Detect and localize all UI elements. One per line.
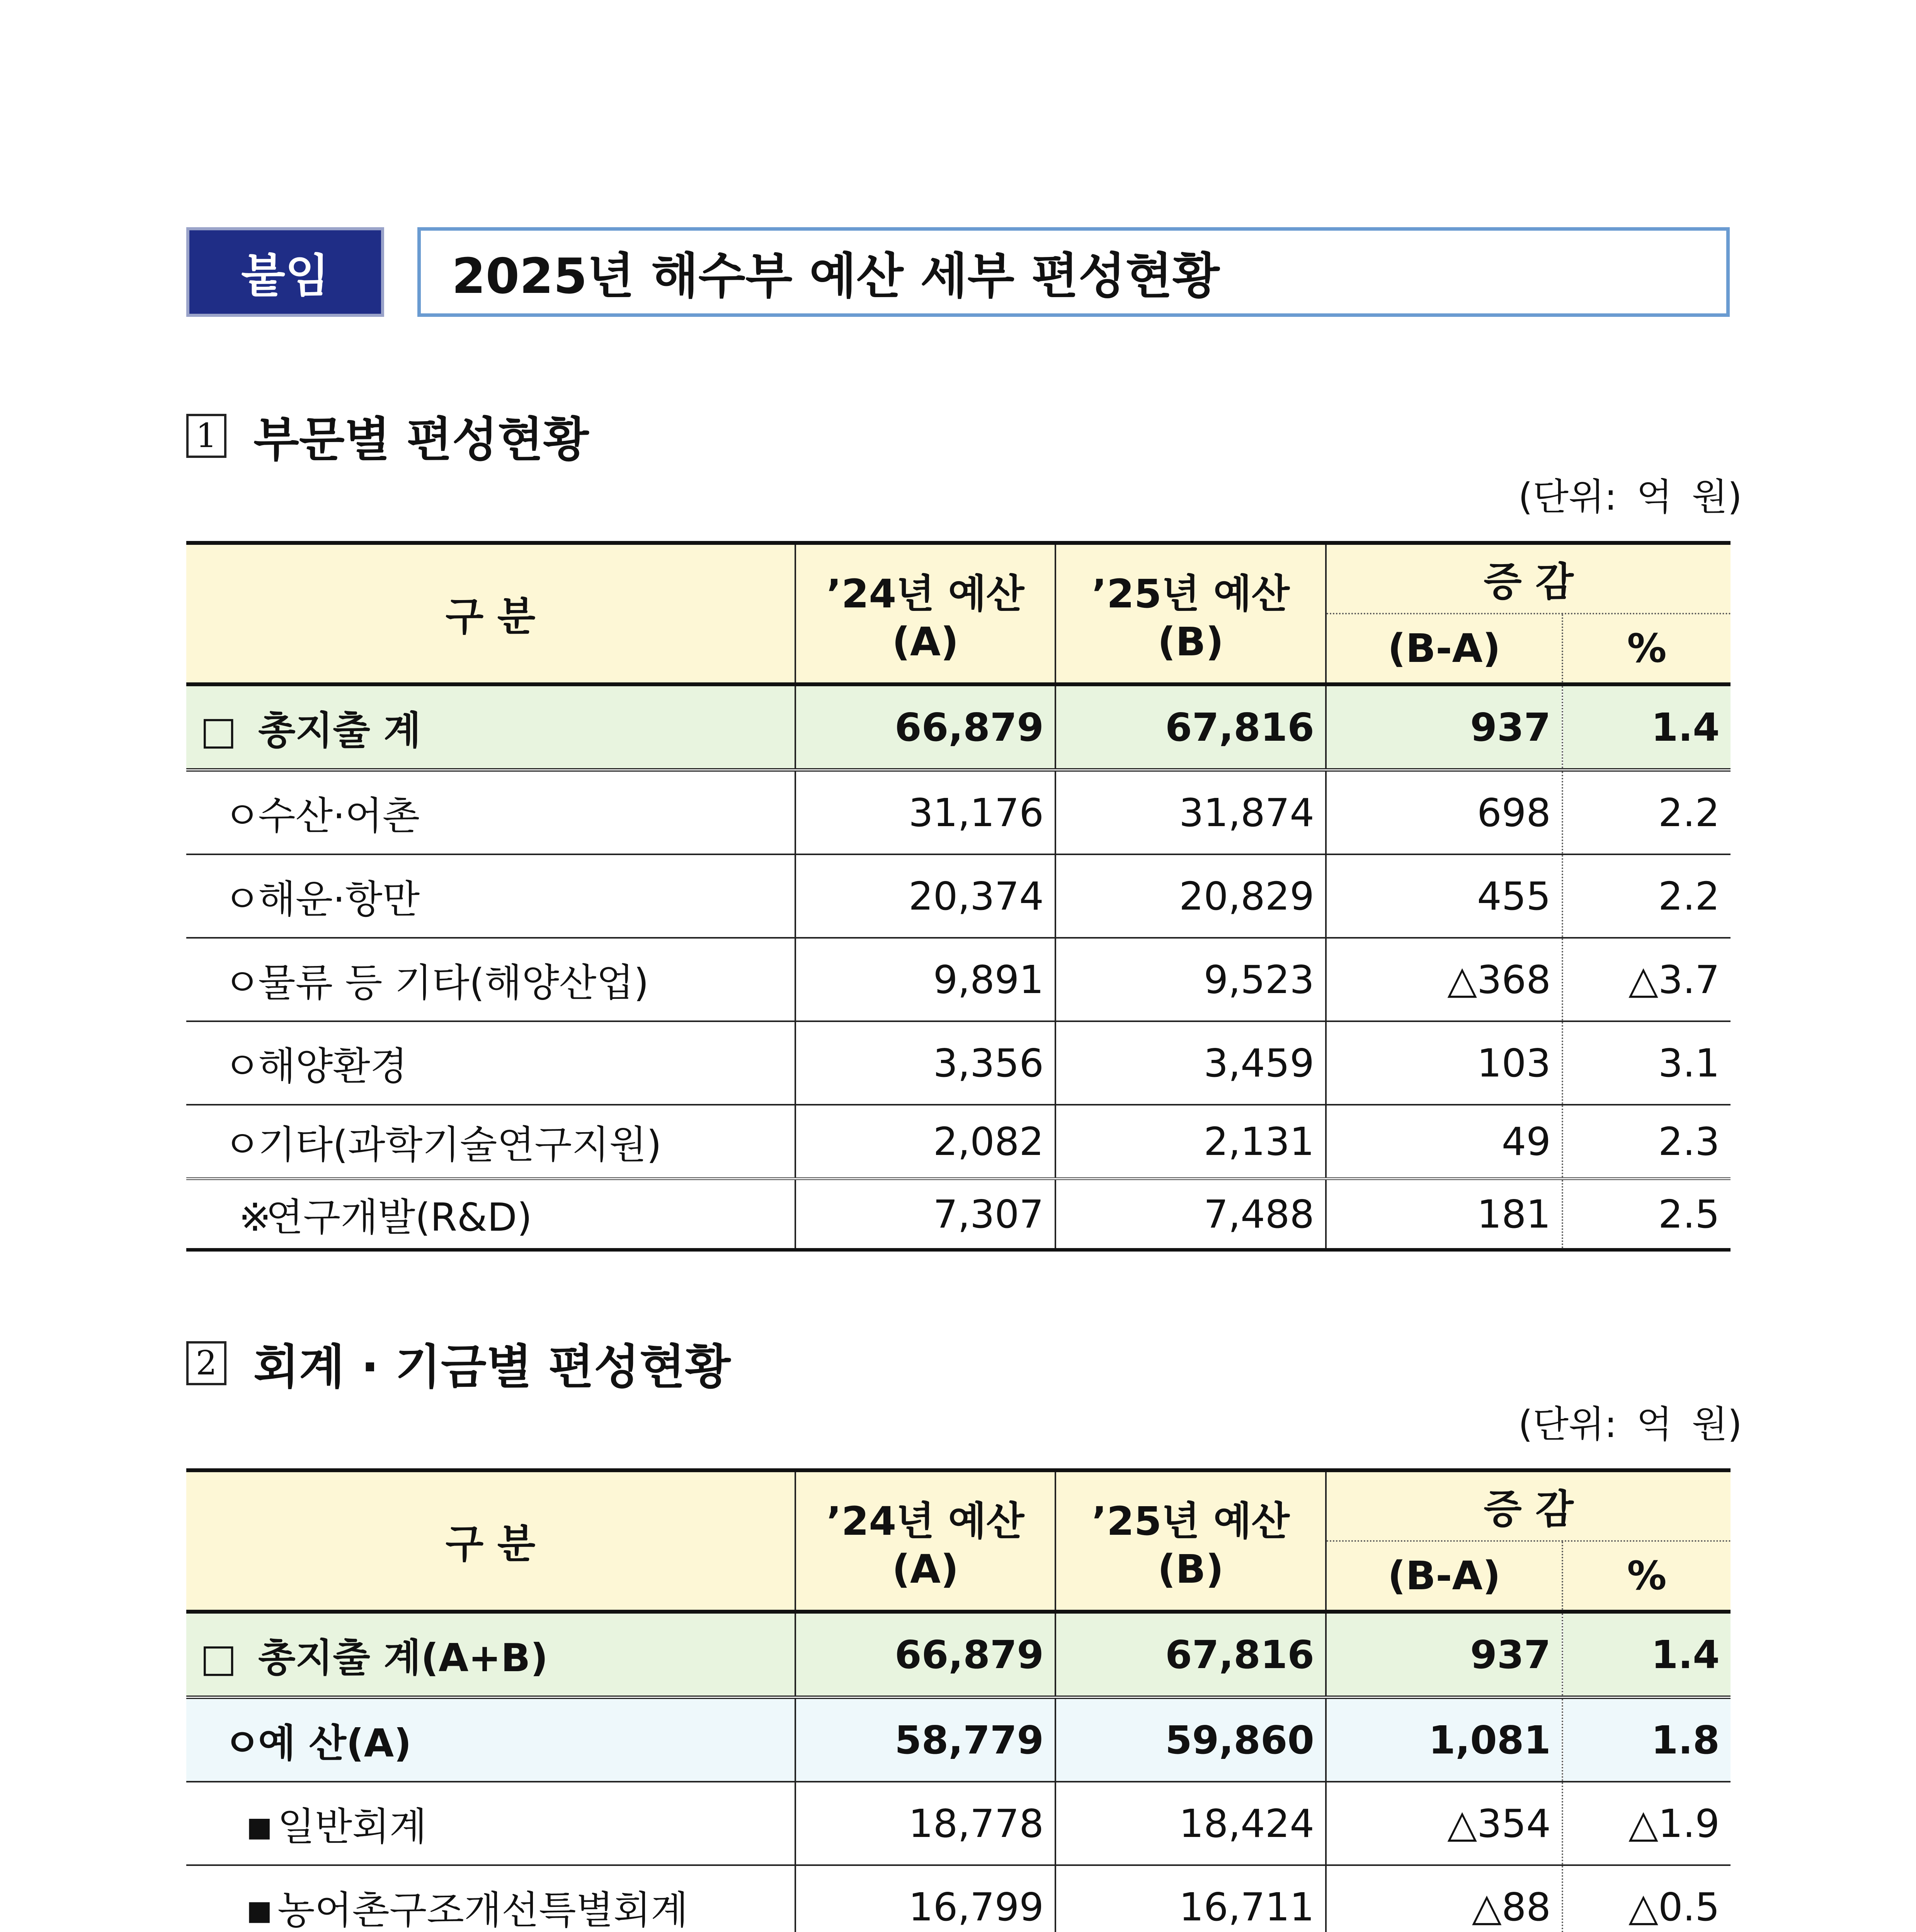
cell-pct: 2.3	[1562, 1105, 1731, 1179]
cell-prev: 7,307	[795, 1179, 1055, 1250]
document-title: 2025년 해수부 예산 세부 편성현황	[417, 227, 1730, 317]
cell-diff: 937	[1326, 1612, 1562, 1697]
row-label-text: 연구개발(R&D)	[266, 1195, 532, 1240]
cell-diff: 1,081	[1326, 1697, 1562, 1782]
cell-prev: 58,779	[795, 1697, 1055, 1782]
cell-prev: 16,799	[795, 1865, 1055, 1932]
cell-diff: 698	[1326, 770, 1562, 855]
col-category: 구 분	[186, 1470, 795, 1612]
table-row-total	[186, 684, 1731, 770]
attachment-badge: 붙임	[186, 227, 384, 317]
table-row	[186, 1105, 1731, 1179]
cell-pct: 1.4	[1562, 684, 1731, 770]
table-row-budget	[186, 1697, 1731, 1782]
row-label-text: 해운·항만	[258, 877, 420, 922]
section-2-number: 2	[186, 1341, 226, 1385]
row-label-text: 총지출 계(A+B)	[258, 1635, 548, 1680]
row-label-text: 농어촌구조개선특별회계	[277, 1888, 688, 1932]
row-label	[186, 1021, 795, 1105]
col-change: 증 감	[1326, 543, 1731, 614]
row-label	[186, 684, 795, 770]
checkbox-bullet: □	[200, 1635, 237, 1680]
section-1-heading	[186, 402, 589, 469]
cell-prev: 20,374	[795, 854, 1055, 938]
col-next-label: ’25년 예산	[1092, 1498, 1290, 1544]
row-label-text: 총지출 계	[258, 708, 421, 753]
cell-prev: 9,891	[795, 938, 1055, 1021]
row-label	[186, 1179, 795, 1250]
col-next-budget	[1055, 543, 1326, 684]
cell-next: 16,711	[1055, 1865, 1326, 1932]
row-label-text: 수산·어촌	[258, 793, 420, 838]
cell-pct: △1.9	[1562, 1782, 1731, 1865]
row-label	[186, 854, 795, 938]
row-label-text: 해양환경	[258, 1044, 408, 1089]
table-row	[186, 854, 1731, 938]
square-bullet: ■	[247, 1895, 272, 1926]
col-category: 구 분	[186, 543, 795, 684]
square-bullet: ■	[247, 1811, 272, 1843]
cell-pct: 3.1	[1562, 1021, 1731, 1105]
section-1-number: 1	[186, 414, 226, 458]
cell-next: 18,424	[1055, 1782, 1326, 1865]
cell-diff: 49	[1326, 1105, 1562, 1179]
cell-prev: 3,356	[795, 1021, 1055, 1105]
row-label-text: 예 산(A)	[258, 1721, 412, 1766]
table-row-total	[186, 1612, 1731, 1697]
col-prev-budget	[795, 543, 1055, 684]
cell-diff: △368	[1326, 938, 1562, 1021]
cell-next: 7,488	[1055, 1179, 1326, 1250]
cell-pct: 2.2	[1562, 854, 1731, 938]
table-row	[186, 938, 1731, 1021]
cell-pct: 1.8	[1562, 1697, 1731, 1782]
table-row	[186, 1782, 1731, 1865]
cell-prev: 66,879	[795, 1612, 1055, 1697]
section-2-table	[186, 1468, 1731, 1932]
cell-next: 59,860	[1055, 1697, 1326, 1782]
section-2-title: 회계 · 기금별 편성현황	[254, 1340, 731, 1395]
table-row	[186, 1021, 1731, 1105]
section-1-unit: (단위: 억 원)	[1518, 475, 1742, 519]
cell-diff: △88	[1326, 1865, 1562, 1932]
circle-bullet: ㅇ	[223, 877, 261, 922]
cell-diff: △354	[1326, 1782, 1562, 1865]
cell-prev: 2,082	[795, 1105, 1055, 1179]
reference-mark: ※	[239, 1195, 271, 1240]
col-next-sub: (B)	[1157, 1546, 1224, 1592]
cell-prev: 66,879	[795, 684, 1055, 770]
cell-next: 31,874	[1055, 770, 1326, 855]
col-prev-label: ’24년 예산	[826, 1498, 1024, 1544]
cell-pct: △0.5	[1562, 1865, 1731, 1932]
col-pct: %	[1562, 614, 1731, 684]
circle-bullet: ㅇ	[223, 793, 261, 838]
cell-prev: 31,176	[795, 770, 1055, 855]
table-row	[186, 770, 1731, 855]
col-prev-budget	[795, 1470, 1055, 1612]
row-label-text: 물류 등 기타(해양산업)	[258, 960, 649, 1005]
col-diff: (B-A)	[1326, 614, 1562, 684]
row-label	[186, 1782, 795, 1865]
col-prev-sub: (A)	[892, 619, 959, 665]
section-2-unit: (단위: 억 원)	[1518, 1403, 1742, 1446]
cell-diff: 455	[1326, 854, 1562, 938]
row-label	[186, 938, 795, 1021]
col-change: 증 감	[1326, 1470, 1731, 1541]
section-1-title: 부문별 편성현황	[254, 412, 589, 467]
cell-pct: 1.4	[1562, 1612, 1731, 1697]
col-prev-label: ’24년 예산	[826, 571, 1024, 617]
cell-prev: 18,778	[795, 1782, 1055, 1865]
section-2-heading	[186, 1329, 730, 1397]
section-1-table	[186, 541, 1731, 1252]
row-label	[186, 1105, 795, 1179]
row-label	[186, 1865, 795, 1932]
cell-pct: 2.2	[1562, 770, 1731, 855]
table-row-note	[186, 1179, 1731, 1250]
cell-next: 67,816	[1055, 1612, 1326, 1697]
cell-diff: 103	[1326, 1021, 1562, 1105]
cell-pct: 2.5	[1562, 1179, 1731, 1250]
checkbox-bullet: □	[200, 708, 237, 753]
col-next-sub: (B)	[1157, 619, 1224, 665]
row-label	[186, 770, 795, 855]
row-label	[186, 1697, 795, 1782]
cell-diff: 181	[1326, 1179, 1562, 1250]
cell-next: 67,816	[1055, 684, 1326, 770]
col-diff: (B-A)	[1326, 1541, 1562, 1612]
table-row	[186, 1865, 1731, 1932]
row-label-text: 일반회계	[277, 1804, 427, 1849]
row-label	[186, 1612, 795, 1697]
col-next-budget	[1055, 1470, 1326, 1612]
cell-next: 9,523	[1055, 938, 1326, 1021]
cell-next: 2,131	[1055, 1105, 1326, 1179]
cell-diff: 937	[1326, 684, 1562, 770]
col-pct: %	[1562, 1541, 1731, 1612]
circle-bullet: ㅇ	[223, 1044, 261, 1089]
circle-bullet: ㅇ	[223, 1122, 261, 1167]
cell-pct: △3.7	[1562, 938, 1731, 1021]
cell-next: 20,829	[1055, 854, 1326, 938]
circle-bullet: ㅇ	[223, 960, 261, 1005]
col-prev-sub: (A)	[892, 1546, 959, 1592]
circle-bullet: ㅇ	[223, 1721, 261, 1766]
cell-next: 3,459	[1055, 1021, 1326, 1105]
row-label-text: 기타(과학기술연구지원)	[258, 1122, 662, 1167]
col-next-label: ’25년 예산	[1092, 571, 1290, 617]
